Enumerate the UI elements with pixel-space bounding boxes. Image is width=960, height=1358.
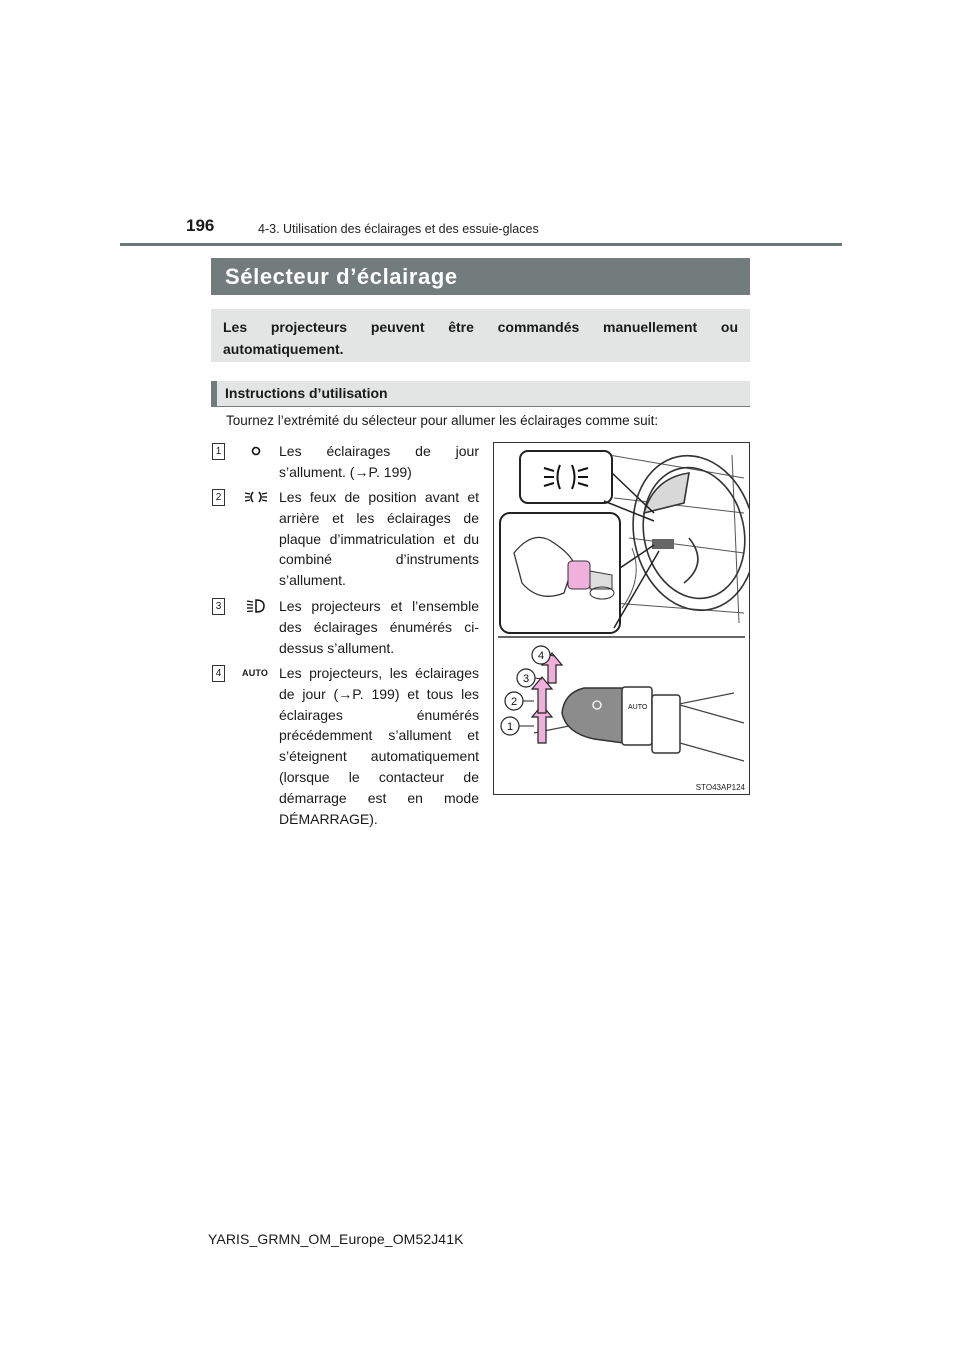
figure-code: STO43AP124 — [695, 783, 745, 792]
step-number: 3 — [212, 598, 225, 615]
position-lights-icon — [242, 488, 270, 506]
callout-1: 1 — [506, 721, 514, 733]
section-header: 4-3. Utilisation des éclairages et des essuie-glaces — [258, 222, 539, 236]
step-item — [212, 487, 480, 593]
step-number: 1 — [212, 443, 225, 460]
step-text: Les projecteurs et l’ensemble des éclairages énumérés ci-dessus s’allument. — [279, 598, 479, 656]
step-item — [212, 596, 480, 660]
step-item — [212, 441, 480, 486]
lever-closeup — [534, 687, 744, 761]
callout-3: 3 — [522, 673, 530, 685]
step-text: Les projecteurs, les éclairages de jour (→P. 199) et tous les éclairages énumérés précédemment s’allument et s’éteignent automatiquement (lorsque le contacteur de démarrage est en mode DÉMARRAGE). — [279, 665, 479, 827]
illustration-drawing — [494, 443, 749, 794]
intro-box: Les projecteurs peuvent être commandés manuellement ou automatiquement. — [211, 309, 750, 362]
column-lever — [652, 539, 674, 549]
drl-icon — [242, 442, 270, 460]
switch-auto-label: AUTO — [628, 704, 648, 711]
steering-wheel — [619, 444, 749, 622]
rotation-arrows — [532, 653, 562, 743]
header-divider — [120, 243, 842, 246]
hand-callout — [500, 513, 659, 633]
callout-4: 4 — [537, 650, 545, 662]
light-switch-illustration — [493, 442, 750, 795]
auto-icon — [242, 664, 270, 682]
headlight-icon — [242, 597, 270, 615]
step-item — [212, 663, 480, 835]
step-text: Les éclairages de jour s’allument. (→P. 199) — [279, 443, 479, 480]
callout-2: 2 — [510, 696, 518, 708]
step-text: Les feux de position avant et arrière et les éclairages de plaque d’immatriculation et du combiné d’instruments s’allument. — [279, 489, 479, 589]
page-number: 196 — [186, 216, 215, 235]
step-number: 2 — [212, 489, 225, 506]
subsection-title: Instructions d’utilisation — [211, 381, 750, 407]
page-title: Sélecteur d’éclairage — [211, 258, 750, 295]
auto-label: AUTO — [242, 668, 269, 678]
footer-doc-code: YARIS_GRMN_OM_Europe_OM52J41K — [208, 1231, 464, 1247]
lead-text: Tournez l’extrémité du sélecteur pour allumer les éclairages comme suit: — [226, 413, 659, 428]
step-number: 4 — [212, 665, 225, 682]
